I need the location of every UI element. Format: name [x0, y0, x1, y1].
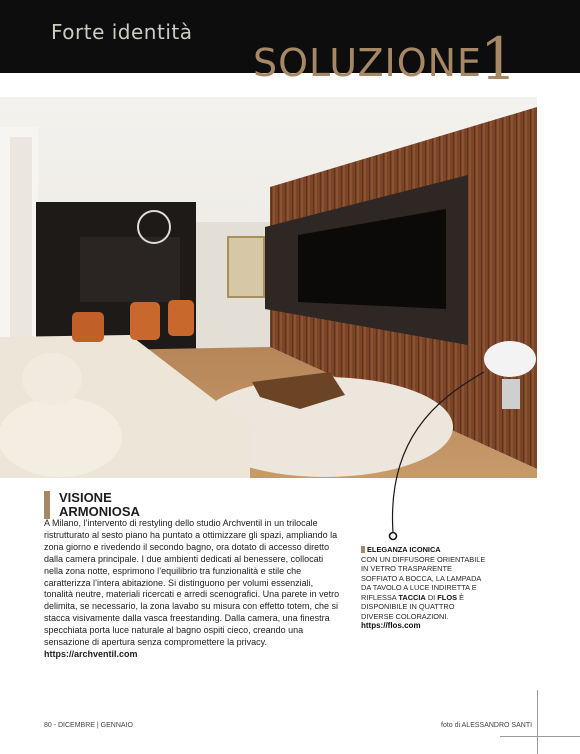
solution-word: SOLUZIONE	[253, 41, 483, 85]
caption-product: TACCIA	[398, 592, 426, 602]
page-info: 80 - DICEMBRE | GENNAIO	[44, 722, 133, 729]
caption-text-di: DI	[427, 592, 436, 602]
crop-mark-vertical	[537, 690, 538, 754]
solution-number: 1	[480, 25, 518, 93]
caption-text-after: È DISPONIBILE IN QUATTRO DIVERSE COLORAZIONI.	[361, 592, 465, 621]
caption-marker	[361, 546, 365, 553]
caption-text-before: CON UN DIFFUSORE ORIENTABILE IN VETRO TRASPARENTE SOFFIATO A BOCCA, LA LAMPADA DA TAVOLO A LUCE INDIRETTA E RIFLESSA	[361, 554, 486, 602]
flos-link[interactable]: https://flos.com	[361, 621, 421, 630]
solution-heading	[253, 25, 518, 93]
caption-brand: FLOS	[437, 592, 458, 602]
article-body	[44, 518, 344, 661]
caption-heading: ELEGANZA ICONICA	[367, 545, 441, 554]
page-header	[0, 0, 580, 93]
archventil-link[interactable]: https://archventil.com	[44, 648, 138, 659]
article-title-line1: VISIONE	[59, 490, 112, 505]
product-caption	[361, 545, 486, 631]
crop-mark-horizontal	[500, 736, 580, 737]
article-title	[44, 491, 140, 519]
article-title-line2: ARMONIOSA	[59, 504, 140, 519]
photo-credit: foto di ALESSANDRO SANTI	[441, 722, 533, 729]
article-body-text: A Milano, l’intervento di restyling dello studio Archventil in un trilocale ristrutturato al sesto piano ha puntato a ottimizzare gli spazi, ampliando la zona giorno e rivedendo il secondo bagno, ora dotato di accesso diretto dalla camera principale. I due ambienti dedicati al benessere, collocati nella zona notte, esprimono l’equilibrio tra funzionalità e stile che caratterizza l’intera abitazione. Si distinguono per volumi essenziali, tonalità neutre, materiali ricercati e arredi scenografici. Una parete in vetro delimita, se necessario, la zona lavabo su misura con effetto totem, che si stacca visivamente dalla vasca freestanding. Dalla camera, una finestra specchiata porta luce naturale al bagno ospiti cieco, creando una sensazione di apertura senza compromettere la privacy.	[44, 518, 340, 648]
callout-pointer	[385, 360, 490, 545]
section-title: Forte identità	[51, 20, 193, 44]
